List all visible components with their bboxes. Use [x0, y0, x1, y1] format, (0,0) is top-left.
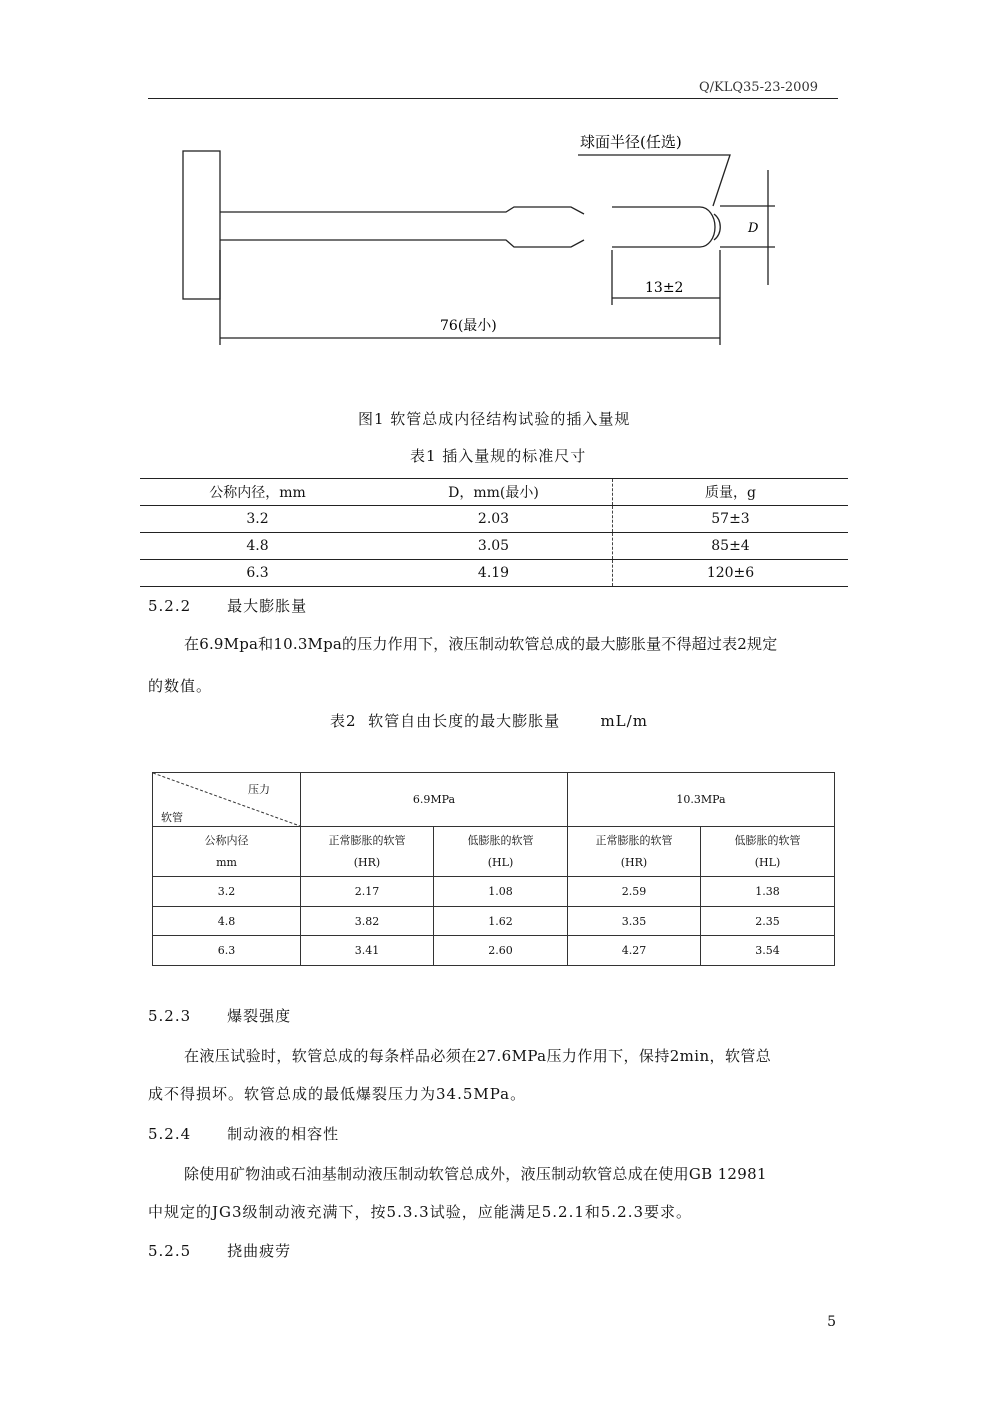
- section-number: 5.2.3: [148, 1007, 192, 1025]
- section-title: 最大膨胀量: [227, 597, 308, 615]
- code: (HL): [487, 855, 514, 869]
- code: (HL): [754, 855, 781, 869]
- paragraph-line: 中规定的JG3级制动液充满下，按5.3.3试验，应能满足5.2.1和5.2.3要求。: [148, 1203, 693, 1221]
- section-5-2-3-heading: [148, 1005, 291, 1026]
- label: 公称内径: [204, 833, 249, 847]
- cell: 3.2: [153, 877, 301, 907]
- corner-header-cell: [153, 773, 301, 827]
- cell: 6.3: [140, 560, 375, 587]
- table-row: [140, 533, 848, 560]
- gauge-shaft-top: [220, 207, 584, 214]
- cell: 3.05: [375, 533, 613, 560]
- gauge-dimensions-table: [140, 478, 848, 587]
- label: 低膨胀的软管: [467, 833, 534, 847]
- subheader-cell: [434, 827, 568, 877]
- unit: mm: [216, 855, 237, 869]
- gauge-handle: [183, 151, 220, 299]
- paragraph-line: 在6.9Mpa和10.3Mpa的压力作用下，液压制动软管总成的最大膨胀量不得超过表2规定: [184, 635, 778, 653]
- cell: 2.35: [701, 907, 835, 936]
- label: 正常膨胀的软管: [595, 833, 673, 847]
- section-number: 5.2.4: [148, 1125, 192, 1143]
- section-5-2-5-heading: [148, 1240, 291, 1261]
- cell: 2.59: [568, 877, 701, 907]
- table2-caption: 表2 软管自由长度的最大膨胀量 mL/m: [330, 712, 648, 730]
- cell: 2.17: [301, 877, 434, 907]
- section-title: 爆裂强度: [227, 1007, 292, 1025]
- gauge-shaft-bottom: [220, 240, 584, 247]
- table-row: [153, 936, 835, 966]
- figure-caption: 图1 软管总成内径结构试验的插入量规: [358, 410, 631, 428]
- cell: 57±3: [613, 506, 849, 533]
- table-row: [140, 560, 848, 587]
- total-length-label: 76(最小): [440, 318, 497, 334]
- cell: 6.3: [153, 936, 301, 966]
- corner-bottom-label: 软管: [161, 811, 183, 824]
- table-subheader-row: [153, 827, 835, 877]
- code: (HR): [620, 855, 648, 869]
- d-dimension-label: D: [748, 221, 759, 236]
- paragraph-line: 在液压试验时，软管总成的每条样品必须在27.6MPa压力作用下，保持2min，软管总: [184, 1047, 772, 1065]
- cell: 3.54: [701, 936, 835, 966]
- max-expansion-table: [152, 772, 835, 966]
- cell: 2.60: [434, 936, 568, 966]
- section-5-2-4-heading: [148, 1123, 339, 1144]
- table-row: [153, 877, 835, 907]
- cell: 4.8: [140, 533, 375, 560]
- cell: 4.27: [568, 936, 701, 966]
- table-row: [140, 506, 848, 533]
- section-title: 制动液的相容性: [227, 1125, 340, 1143]
- cell: 3.35: [568, 907, 701, 936]
- table-header-row: [140, 479, 848, 506]
- table-row: [153, 907, 835, 936]
- cell: 85±4: [613, 533, 849, 560]
- col-label-cell: [153, 827, 301, 877]
- paragraph-line: 的数值。: [148, 677, 213, 695]
- paragraph-line: 成不得损坏。软管总成的最低爆裂压力为34.5MPa。: [148, 1085, 527, 1103]
- cell: 2.03: [375, 506, 613, 533]
- insertion-gauge-figure: [0, 0, 992, 370]
- cell: 1.08: [434, 877, 568, 907]
- cell: 3.41: [301, 936, 434, 966]
- cell: 4.8: [153, 907, 301, 936]
- paragraph-line: 除使用矿物油或石油基制动液压制动软管总成外，液压制动软管总成在使用GB 12981: [184, 1165, 767, 1183]
- section-title: 挠曲疲劳: [227, 1242, 292, 1260]
- cell: 3.82: [301, 907, 434, 936]
- cell: 1.62: [434, 907, 568, 936]
- header-cell: 公称内径，mm: [140, 479, 375, 506]
- tip-length-label: 13±2: [645, 280, 684, 296]
- document-code: Q/KLQ35-23-2009: [699, 80, 818, 95]
- section-number: 5.2.2: [148, 597, 192, 615]
- subheader-cell: [301, 827, 434, 877]
- table1-caption: 表1 插入量规的标准尺寸: [410, 447, 587, 465]
- pressure-header: 10.3MPa: [568, 773, 835, 827]
- label: 正常膨胀的软管: [328, 833, 406, 847]
- corner-top-label: 压力: [248, 783, 270, 796]
- pressure-header: 6.9MPa: [301, 773, 568, 827]
- code: (HR): [353, 855, 381, 869]
- cell: 1.38: [701, 877, 835, 907]
- cell: 120±6: [613, 560, 849, 587]
- subheader-cell: [568, 827, 701, 877]
- section-number: 5.2.5: [148, 1242, 192, 1260]
- subheader-cell: [701, 827, 835, 877]
- header-cell: D，mm(最小): [375, 479, 613, 506]
- header-cell: 质量，g: [613, 479, 849, 506]
- page-number: 5: [827, 1314, 836, 1330]
- cell: 3.2: [140, 506, 375, 533]
- radius-label: 球面半径(任选): [580, 133, 682, 151]
- section-5-2-2-heading: [148, 595, 307, 616]
- cell: 4.19: [375, 560, 613, 587]
- label: 低膨胀的软管: [734, 833, 801, 847]
- table-header-row: [153, 773, 835, 827]
